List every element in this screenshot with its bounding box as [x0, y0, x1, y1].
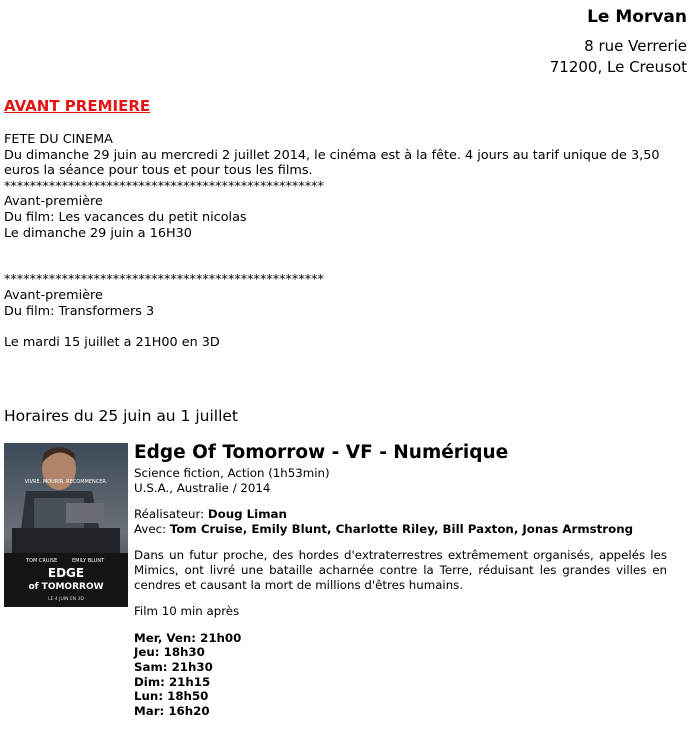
showtime-row: Sam: 21h30 — [134, 659, 213, 674]
film-title: Edge Of Tomorrow - VF - Numérique — [134, 442, 509, 463]
film-director-row — [134, 507, 667, 522]
poster-tagline: VIVRE. MOURIR. RECOMMENCER. — [24, 479, 108, 485]
showtime-row: Mer, Ven: 21h00 — [134, 630, 242, 645]
notice-line: Du film: Les vacances du petit nicolas — [4, 209, 247, 225]
poster-actor-left: TOM CRUISE — [26, 558, 58, 564]
poster-title-top: EDGE — [47, 566, 85, 580]
director-label: Réalisateur: — [134, 507, 208, 522]
showtime-row: Mar: 16h20 — [134, 703, 210, 718]
separator-line: ************************************************** — [4, 178, 324, 194]
film-synopsis: Dans un futur proche, des hordes d'extraterrestres extrêmement organisés, appelés les Mimics, ont livré une bataille acharnée contre la Terre, réduisant les grandes villes en cendres et causant la mort de millions d'êtres humains. — [134, 548, 667, 592]
notice-line: Le mardi 15 juillet a 21H00 en 3D — [4, 334, 220, 350]
movie-poster — [4, 443, 128, 607]
spacer — [134, 536, 667, 548]
showtime-row: Jeu: 18h30 — [134, 645, 205, 660]
film-details — [134, 442, 667, 718]
blank-line — [4, 257, 684, 273]
notice-line: Avant-première — [4, 194, 103, 210]
poster-title-bottom: of TOMORROW — [28, 582, 104, 592]
film-cast-row — [134, 522, 667, 537]
notice-line: euros la séance pour tous et pour tous les films. — [4, 163, 313, 179]
notice-block — [4, 132, 684, 350]
spacer — [134, 495, 667, 507]
showtimes-list — [134, 631, 667, 719]
separator-line: ************************************************** — [4, 272, 324, 288]
cinema-address-line2: 71200, Le Creusot — [549, 58, 687, 76]
blank-line — [4, 241, 684, 257]
showtime-row: Lun: 18h50 — [134, 689, 209, 704]
poster-actor-right: EMILY BLUNT — [72, 558, 105, 564]
avant-premiere-heading: AVANT PREMIERE — [4, 97, 151, 115]
film-director: Doug Liman — [207, 507, 287, 522]
cast-label: Avec: — [134, 521, 170, 536]
cinema-name: Le Morvan — [587, 7, 687, 27]
cinema-header — [550, 6, 687, 78]
notice-line: FETE DU CINEMA — [4, 132, 113, 147]
notice-line: Du dimanche 29 juin au mercredi 2 juillet 2014, le cinéma est à la fête. 4 jours au tarif unique de 3,50 — [4, 147, 660, 163]
poster-release: LE 4 JUIN EN 3D — [48, 597, 84, 602]
film-cast: Tom Cruise, Emily Blunt, Charlotte Riley, Bill Paxton, Jonas Armstrong — [169, 521, 634, 536]
cinema-address-line1: 8 rue Verrerie — [584, 37, 687, 55]
film-country: U.S.A., Australie / 2014 — [134, 480, 271, 495]
film-note: Film 10 min après — [134, 604, 240, 619]
spacer — [134, 619, 667, 631]
spacer — [134, 592, 667, 604]
blank-line — [4, 319, 684, 335]
notice-line: Avant-première — [4, 287, 103, 303]
film-genre: Science fiction, Action (1h53min) — [134, 466, 330, 480]
notice-line: Du film: Transformers 3 — [4, 303, 155, 319]
notice-line: Le dimanche 29 juin a 16H30 — [4, 225, 192, 241]
horaires-heading: Horaires du 25 juin au 1 juillet — [4, 407, 239, 425]
showtime-row: Dim: 21h15 — [134, 674, 211, 689]
